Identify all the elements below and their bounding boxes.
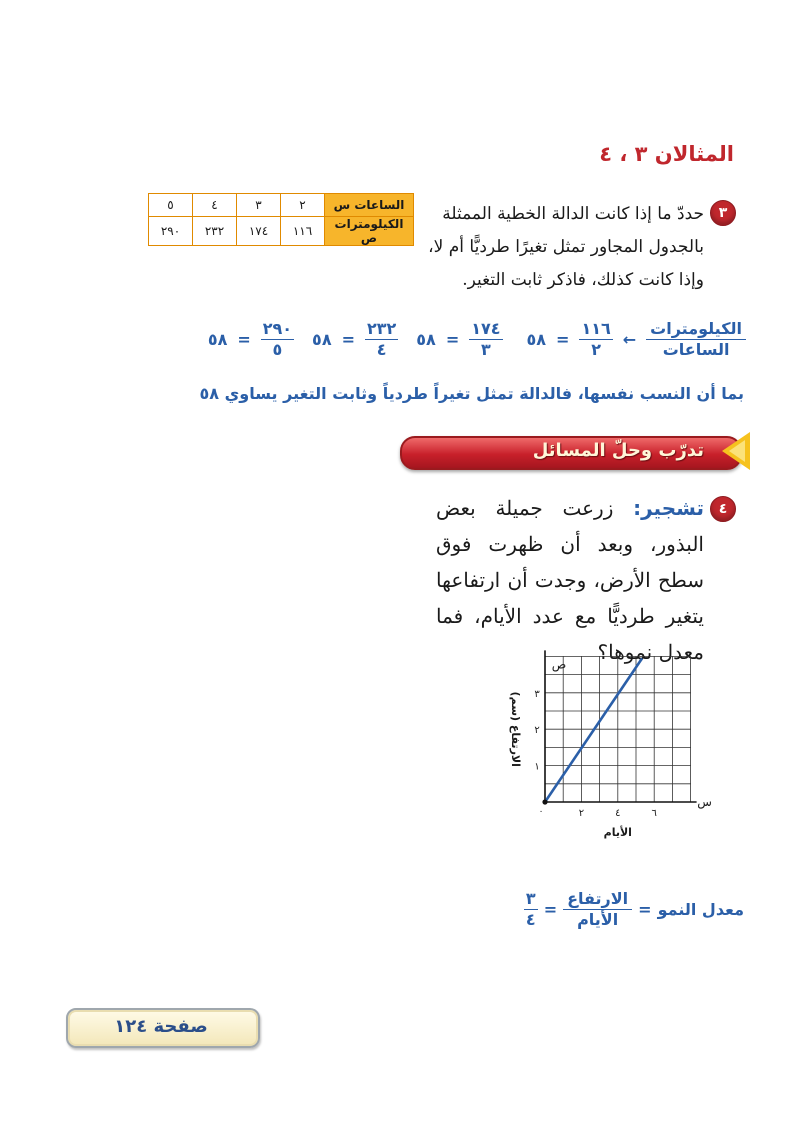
problem-4-body: زرعت جميلة بعض البذور، وبعد أن ظهرت فوق سطح الأرض، وجدت أن ارتفاعها يتغير طرديًّا مع عدد الأيام، فما معدل نموها؟ [436, 496, 704, 664]
growth-numerator: الارتفاع [563, 890, 632, 910]
growth-fraction [563, 890, 632, 930]
equals-sign: = [445, 330, 460, 350]
fraction-1 [579, 320, 612, 360]
equals-sign: = [638, 900, 652, 920]
graph-grid [545, 656, 691, 802]
problem-4-badge: ٤ [710, 496, 736, 522]
growth-denominator: الأيام [577, 910, 619, 930]
table-cell: ١١٦ [281, 217, 325, 246]
fraction-result: ٥٨ [526, 330, 547, 350]
table-cell: ٤ [193, 194, 237, 217]
table-header-km: الكيلومترات ص [325, 217, 414, 246]
page-number: صفحة ١٢٤ [114, 1015, 208, 1037]
fraction-result: ٥٨ [416, 330, 436, 350]
problem-4-label: تشجير: [633, 496, 704, 520]
origin-label: ٠ [538, 807, 544, 817]
height-days-graph [500, 640, 712, 845]
x-axis-label: الأيام [603, 826, 632, 839]
graph-ticks [534, 689, 657, 819]
growth-result-denominator: ٤ [525, 910, 536, 930]
table-row [149, 194, 414, 217]
solution-formula [208, 320, 746, 360]
equals-sign: = [341, 330, 355, 350]
growth-label: معدل النمو [657, 900, 744, 920]
growth-rate-formula [524, 890, 744, 930]
fraction-numerator: ٢٩٠ [261, 320, 294, 340]
ratio-fraction [646, 320, 746, 360]
table-cell: ١٧٤ [237, 217, 281, 246]
fraction-denominator: ٢ [591, 340, 601, 360]
example-3-text: حددّ ما إذا كانت الدالة الخطية الممثلة بالجدول المجاور تمثل تغيرًا طرديًّا أم لا، وإذا كانت كذلك، فاذكر ثابت التغير. [428, 204, 704, 290]
x-tick-label: ٤ [615, 808, 621, 819]
banner-label: تدرّب وحلّ المسائل [532, 440, 704, 461]
data-line [545, 658, 642, 802]
fraction-result: ٥٨ [312, 330, 332, 350]
origin-point [542, 799, 547, 804]
growth-result-fraction [524, 890, 538, 930]
x-tick-label: ٦ [651, 808, 657, 819]
fraction-4 [261, 320, 294, 360]
table-cell: ٢ [281, 194, 325, 217]
table-cell: ٢٩٠ [149, 217, 193, 246]
x-tick-label: ٢ [578, 808, 585, 819]
section-title: المثالان ٣ ، ٤ [599, 142, 734, 166]
table-header-hours: الساعات س [325, 194, 414, 217]
fraction-denominator: ٣ [480, 340, 491, 360]
conclusion-text: بما أن النسب نفسها، فالدالة تمثل تغيراً طردياً وثابت التغير يساوي ٥٨ [199, 384, 744, 403]
equals-sign: = [556, 330, 570, 350]
fraction-denominator: ٥ [272, 340, 283, 360]
data-table [148, 193, 414, 246]
fraction-numerator: ١١٦ [579, 320, 612, 340]
table-cell: ٥ [149, 194, 193, 217]
y-axis-letter: ص [551, 657, 567, 672]
example-3-badge: ٣ [710, 200, 736, 226]
ratio-numerator: الكيلومترات [646, 320, 746, 340]
fraction-3 [365, 320, 398, 360]
graph-axes [545, 650, 697, 802]
x-axis-letter: س [697, 795, 712, 809]
table-cell: ٢٣٢ [193, 217, 237, 246]
table-row [149, 217, 414, 246]
fraction-numerator: ٢٣٢ [365, 320, 398, 340]
growth-result-numerator: ٣ [524, 890, 538, 910]
y-tick-label: ٢ [534, 725, 540, 737]
fraction-numerator: ١٧٤ [469, 320, 502, 340]
y-tick-label: ١ [534, 761, 540, 773]
equals-sign: = [543, 900, 558, 920]
y-axis-label: الارتفاع (سم) [509, 691, 522, 767]
ratio-denominator: الساعات [662, 340, 730, 360]
y-tick-label: ٣ [534, 688, 540, 700]
table-cell: ٣ [237, 194, 281, 217]
fraction-result: ٥٨ [207, 330, 228, 350]
arrow-icon: ← [622, 330, 637, 350]
banner-arrow-highlight-icon [729, 440, 745, 462]
fraction-2 [469, 320, 502, 360]
fraction-denominator: ٤ [376, 340, 387, 360]
equals-sign: = [237, 330, 251, 350]
